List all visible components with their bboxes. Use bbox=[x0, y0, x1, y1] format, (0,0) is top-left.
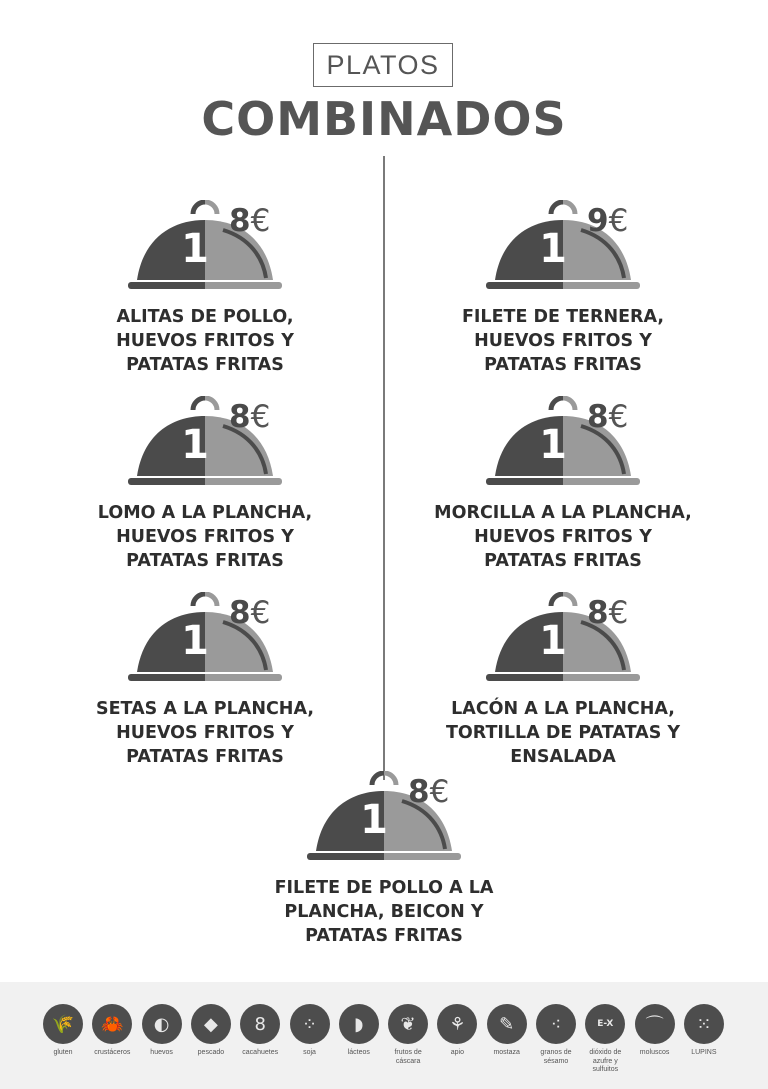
dish-item bbox=[55, 200, 355, 377]
allergen-label: frutos de cáscara bbox=[394, 1049, 422, 1065]
dish-number: 1 bbox=[181, 422, 209, 468]
price-value: 9 bbox=[587, 203, 609, 239]
soy-icon: ⁘ bbox=[290, 1004, 330, 1044]
dish-price bbox=[587, 595, 628, 631]
dish-price bbox=[229, 203, 270, 239]
dish-name: ALITAS DE POLLO, HUEVOS FRITOS Y PATATAS FRITAS bbox=[116, 307, 294, 375]
allergen-label: soja bbox=[303, 1049, 316, 1056]
dish-name: LACÓN A LA PLANCHA, TORTILLA DE PATATAS Y ENSALADA bbox=[445, 699, 681, 767]
dish-name: MORCILLA A LA PLANCHA, HUEVOS FRITOS Y PATATAS FRITAS bbox=[434, 503, 692, 571]
wheat-icon: 🌾 bbox=[43, 1004, 83, 1044]
price-value: 8 bbox=[229, 203, 251, 239]
currency-symbol: € bbox=[429, 774, 450, 810]
crab-icon: 🦀 bbox=[92, 1004, 132, 1044]
allergen-label: crustáceros bbox=[94, 1049, 131, 1056]
dish-item bbox=[413, 200, 713, 377]
dish-number: 1 bbox=[181, 226, 209, 272]
sulphite-icon: E-X bbox=[585, 1004, 625, 1044]
dish-price bbox=[587, 203, 628, 239]
dish-item bbox=[55, 396, 355, 573]
dish-number: 1 bbox=[360, 797, 388, 843]
currency-symbol: € bbox=[608, 399, 629, 435]
dish-price bbox=[229, 595, 270, 631]
allergen-item bbox=[674, 1004, 734, 1058]
sesame-icon: ⁖ bbox=[536, 1004, 576, 1044]
dish-number: 1 bbox=[539, 422, 567, 468]
dish-number: 1 bbox=[539, 618, 567, 664]
egg-icon: ◐ bbox=[142, 1004, 182, 1044]
peanut-icon: 8 bbox=[240, 1004, 280, 1044]
allergen-label: LUPINS bbox=[691, 1049, 717, 1056]
header-box bbox=[313, 43, 453, 87]
dish-price bbox=[408, 774, 449, 810]
dish-item bbox=[413, 592, 713, 769]
allergen-bar bbox=[0, 982, 768, 1089]
allergen-label: mostaza bbox=[493, 1049, 520, 1056]
allergen-label: apio bbox=[450, 1049, 464, 1056]
milk-jug-icon: ◗ bbox=[339, 1004, 379, 1044]
dish-cloche bbox=[125, 396, 285, 496]
dish-price bbox=[587, 399, 628, 435]
dish-item bbox=[234, 771, 534, 948]
dish-number: 1 bbox=[181, 618, 209, 664]
dish-price bbox=[229, 399, 270, 435]
mustard-icon: ✎ bbox=[487, 1004, 527, 1044]
fish-icon: ◆ bbox=[191, 1004, 231, 1044]
header-box-label: PLATOS bbox=[326, 49, 440, 80]
dish-cloche bbox=[125, 200, 285, 300]
currency-symbol: € bbox=[608, 595, 629, 631]
nut-icon: ❦ bbox=[388, 1004, 428, 1044]
dish-cloche bbox=[483, 592, 643, 692]
dish-name: SETAS A LA PLANCHA, HUEVOS FRITOS Y PATATAS FRITAS bbox=[96, 699, 314, 767]
center-divider bbox=[383, 156, 385, 780]
price-value: 8 bbox=[587, 595, 609, 631]
lupin-icon: ⁙ bbox=[684, 1004, 724, 1044]
price-value: 8 bbox=[229, 595, 251, 631]
dish-cloche bbox=[483, 396, 643, 496]
dish-cloche bbox=[125, 592, 285, 692]
allergen-label: lácteos bbox=[347, 1049, 370, 1056]
allergen-label: cacahuetes bbox=[242, 1049, 279, 1056]
currency-symbol: € bbox=[250, 595, 271, 631]
allergen-label: dióxido de azufre y sulfuitos bbox=[589, 1049, 622, 1073]
price-value: 8 bbox=[408, 774, 430, 810]
celery-icon: ⚘ bbox=[437, 1004, 477, 1044]
dish-name: FILETE DE TERNERA, HUEVOS FRITOS Y PATATAS FRITAS bbox=[461, 307, 665, 375]
shell-icon: ⌒ bbox=[635, 1004, 675, 1044]
dish-item bbox=[413, 396, 713, 573]
dish-name: LOMO A LA PLANCHA, HUEVOS FRITOS Y PATATAS FRITAS bbox=[97, 503, 313, 571]
price-value: 8 bbox=[229, 399, 251, 435]
allergen-label: granos de sésamo bbox=[540, 1049, 572, 1065]
currency-symbol: € bbox=[250, 203, 271, 239]
allergen-label: moluscos bbox=[639, 1049, 670, 1056]
dish-cloche bbox=[304, 771, 464, 871]
dish-name: FILETE DE POLLO A LA PLANCHA, BEICON Y PATATAS FRITAS bbox=[274, 878, 494, 946]
allergen-label: pescado bbox=[197, 1049, 225, 1056]
allergen-label: gluten bbox=[53, 1049, 73, 1056]
dish-number: 1 bbox=[539, 226, 567, 272]
currency-symbol: € bbox=[608, 203, 629, 239]
allergen-label: huevos bbox=[150, 1049, 173, 1056]
page-title: COMBINADOS bbox=[201, 92, 567, 146]
currency-symbol: € bbox=[250, 399, 271, 435]
dish-cloche bbox=[483, 200, 643, 300]
price-value: 8 bbox=[587, 399, 609, 435]
dish-item bbox=[55, 592, 355, 769]
